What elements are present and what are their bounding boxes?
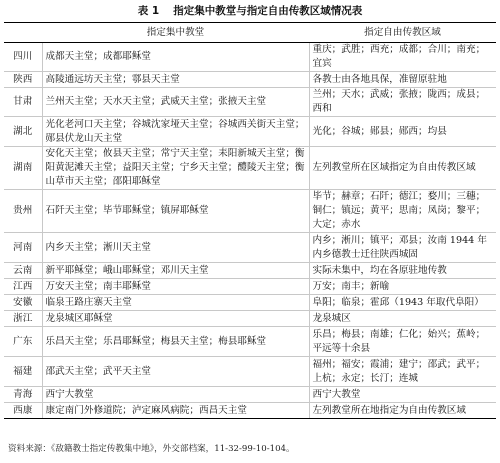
free-area-cell: 阜阳；临泉；霍邱（1943 年取代阜阳） [309,295,496,311]
province-cell: 广东 [4,327,42,357]
table-row [4,147,496,190]
province-cell: 福建 [4,357,42,387]
table-row [4,387,496,403]
designated-churches-cell: 兰州天主堂；天水天主堂；武威天主堂；张掖天主堂 [42,88,309,117]
province-cell: 湖北 [4,117,42,147]
designated-churches-cell: 高陵通远坊天主堂；鄠县天主堂 [42,72,309,88]
designated-churches-cell: 邵武天主堂；武平天主堂 [42,357,309,387]
table-row [4,279,496,295]
free-area-cell: 光化；谷城；郧县；郧西；均县 [309,117,496,147]
table-caption [0,0,500,22]
table-row [4,295,496,311]
province-cell: 青海 [4,387,42,403]
table-row [4,190,496,233]
free-area-cell: 兰州；天水；武威；张掖；陇西；成县；西和 [309,88,496,117]
province-cell: 甘肃 [4,88,42,117]
free-area-cell: 左列教堂所在区域指定为自由传教区域 [309,147,496,190]
designated-churches-cell: 康定南门外修道院；泸定麻风病院；西昌天主堂 [42,403,309,419]
designated-churches-cell: 龙泉城区耶稣堂 [42,311,309,327]
province-cell: 浙江 [4,311,42,327]
header-province [4,23,42,43]
table-row [4,117,496,147]
designated-churches-cell: 万安天主堂；南丰耶稣堂 [42,279,309,295]
designated-churches-cell: 乐昌天主堂；乐昌耶稣堂；梅县天主堂；梅县耶稣堂 [42,327,309,357]
province-cell: 安徽 [4,295,42,311]
province-cell: 河南 [4,233,42,263]
designated-churches-cell: 内乡天主堂；淅川天主堂 [42,233,309,263]
table-row [4,327,496,357]
table-row [4,233,496,263]
designated-churches-cell: 新平耶稣堂；峨山耶稣堂；邓川天主堂 [42,263,309,279]
province-cell: 西康 [4,403,42,419]
province-cell: 陕西 [4,72,42,88]
table-number: 表 1 [137,5,160,17]
table-body [4,43,496,419]
province-cell: 云南 [4,263,42,279]
free-area-cell: 内乡；淅川；镇平；邓县；汝南 1944 年内乡德教士迁往陕西城固 [309,233,496,263]
free-area-cell: 左列教堂所在地指定为自由传教区域 [309,403,496,419]
free-area-cell: 乐昌；梅县；南雄；仁化；始兴；蕉岭；平远等十余县 [309,327,496,357]
table-row [4,43,496,72]
province-cell: 江西 [4,279,42,295]
table-row [4,357,496,387]
source-note: 资料来源：《敌籍教士指定传教集中地》，外交部档案，11-32-99-10-104。 [8,444,295,454]
designated-churches-cell: 西宁大教堂 [42,387,309,403]
header-free-areas: 指定自由传教区域 [309,23,496,43]
free-area-cell: 实际未集中，均在各原驻地传教 [309,263,496,279]
free-area-cell: 万安；南丰；新喻 [309,279,496,295]
free-area-cell: 毕节；赫章；石阡；德江；婺川；三穗；铜仁；镇远；黄平；思南；凤岗；黎平；大定；赤水 [309,190,496,233]
free-area-cell: 福州；福安；霞浦；建宁；邵武；武平；上杭；永定；长汀；连城 [309,357,496,387]
designated-churches-cell: 成都天主堂；成都耶稣堂 [42,43,309,72]
designated-churches-cell: 安化天主堂；攸县天主堂；常宁天主堂；耒阳新城天主堂；衡阳黄泥滩天主堂；益阳天主堂；宁乡天主堂；醴陵天主堂；衡山草市天主堂；邵阳耶稣堂 [42,147,309,190]
designated-churches-cell: 石阡天主堂；毕节耶稣堂；镇屏耶稣堂 [42,190,309,233]
header-designated-churches: 指定集中教堂 [42,23,309,43]
free-area-cell: 各教士由各地具保，准留原驻地 [309,72,496,88]
designated-churches-cell: 临泉王路庄寨天主堂 [42,295,309,311]
table-header-row [4,23,496,43]
table-row [4,403,496,419]
free-area-cell: 重庆；武胜；西充；成都；合川；南充；宜宾 [309,43,496,72]
table-row [4,88,496,117]
churches-table [4,22,496,419]
free-area-cell: 西宁大教堂 [309,387,496,403]
designated-churches-cell: 光化老河口天主堂；谷城沈家垭天主堂；谷城西关街天主堂；郧县伏龙山天主堂 [42,117,309,147]
table-row [4,311,496,327]
table-row [4,263,496,279]
table-row [4,72,496,88]
table-title: 指定集中教堂与指定自由传教区域情况表 [173,5,363,17]
free-area-cell: 龙泉城区 [309,311,496,327]
province-cell: 湖南 [4,147,42,190]
province-cell: 四川 [4,43,42,72]
province-cell: 贵州 [4,190,42,233]
